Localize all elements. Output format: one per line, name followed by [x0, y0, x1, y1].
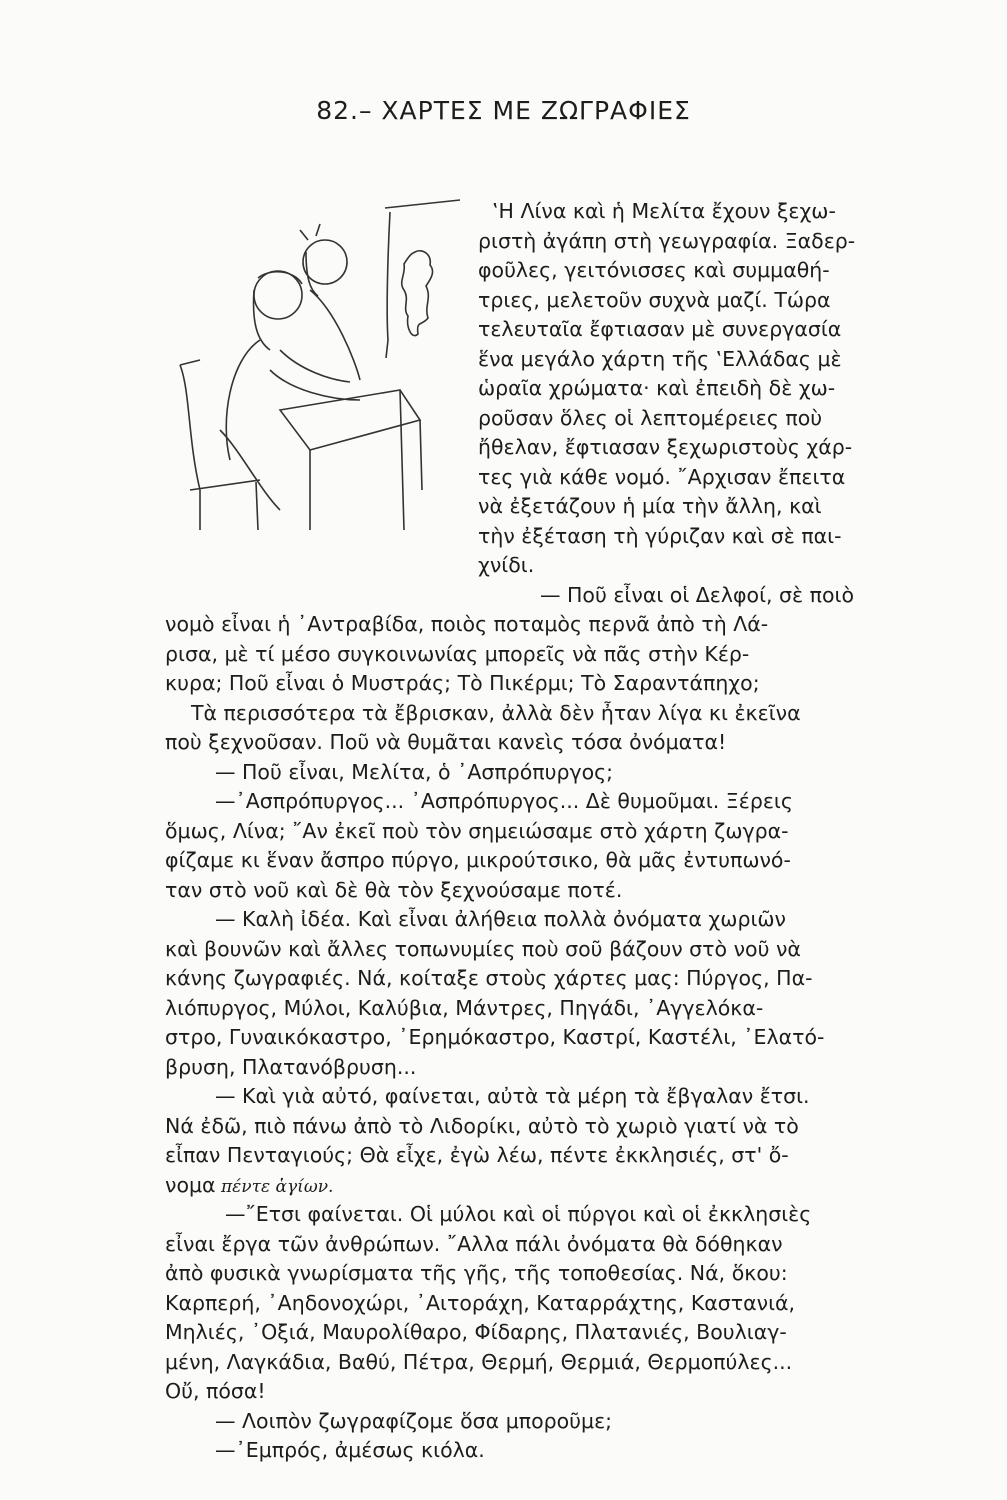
- text-line: τελευταῖα ἔφτιασαν μὲ συνεργασία: [478, 317, 842, 341]
- text-line: Νά ἐδῶ, πιὸ πάνω ἀπὸ τὸ Λιδορίκι, αὐτὸ τὸ χωριὸ γιατί νὰ τὸ: [165, 1113, 799, 1138]
- text-line: στρο, Γυναικόκαστρο, ᾿Ερημόκαστρο, Καστρί, Καστέλι, ᾿Ελατό-: [165, 1025, 825, 1049]
- text-line: βρυση, Πλατανόβρυση...: [165, 1054, 417, 1079]
- text-line: νὰ ἐξετάζουν ἡ μία τὴν ἄλλη, καὶ: [478, 494, 822, 518]
- text-line: — Ποῦ εἶναι οἱ Δελφοί, σὲ ποιὸ: [540, 582, 855, 607]
- text-line: ριστὴ ἀγάπη στὴ γεωγραφία. Ξαδερ-: [478, 228, 856, 253]
- page-title: 82.– ΧΑΡΤΕΣ ΜΕ ΖΩΓΡΑΦΙΕΣ: [316, 96, 691, 125]
- text-line: ὡραῖα χρώματα· καὶ ἐπειδὴ δὲ χω-: [478, 376, 836, 400]
- text-line: Τὰ περισσότερα τὰ ἔβρισκαν, ἀλλὰ δὲν ἦταν λίγα κι ἐκεῖνα: [191, 700, 801, 725]
- text-line: —᾿Ασπρόπυργος... ᾿Ασπρόπυργος... Δὲ θυμοῦμαι. Ξέρεις: [215, 789, 793, 813]
- text-line: ταν στὸ νοῦ καὶ δὲ θὰ τὸν ξεχνούσαμε ποτέ.: [165, 877, 623, 902]
- text-line: καὶ βουνῶν καὶ ἄλλες τοπωνυμίες ποὺ σοῦ βάζουν στὸ νοῦ νὰ: [165, 936, 801, 961]
- text-line: λιόπυργος, Μύλοι, Καλύβια, Μάντρες, Πηγάδι, ᾿Αγγελόκα-: [165, 995, 764, 1020]
- text-line: Καρπερή, ᾿Αηδονοχώρι, ᾿Αιτοράχη, Καταρράχτης, Καστανιά,: [165, 1290, 796, 1315]
- text-line: χνίδι.: [478, 553, 535, 577]
- text-line: φοῦλες, γειτόνισσες καὶ συμμαθή-: [478, 258, 830, 282]
- text-line: μένη, Λαγκάδια, Βαθύ, Πέτρα, Θερμή, Θερμιά, Θερμοπύλες...: [165, 1349, 793, 1374]
- girls-map-illustration: [160, 190, 460, 550]
- text-line: ροῦσαν ὅλες οἱ λεπτομέρειες ποὺ: [478, 405, 823, 430]
- text-line: εἶναι ἔργα τῶν ἀνθρώπων. ῎Αλλα πάλι ὀνόματα θὰ δόθηκαν: [165, 1231, 783, 1256]
- text-line: — Καλὴ ἰδέα. Καὶ εἶναι ἀλήθεια πολλὰ ὀνόματα χωριῶν: [215, 907, 787, 931]
- text-line: ἀπὸ φυσικὰ γνωρίσματα τῆς γῆς, τῆς τοποθεσίας. Νά, ὅκου:: [165, 1261, 788, 1285]
- italic-phrase: πέντε ἁγίων.: [215, 1176, 334, 1197]
- text-line: — Καὶ γιὰ αὐτό, φαίνεται, αὐτὰ τὰ μέρη τὰ ἔβγαλαν ἔτσι.: [215, 1084, 810, 1108]
- text-line: κυρα; Ποῦ εἶναι ὁ Μυστράς; Τὸ Πικέρμι; Τὸ Σαραντάπηχο;: [165, 671, 760, 695]
- text-line: τριες, μελετοῦν συχνὰ μαζί. Τώρα: [478, 287, 831, 312]
- text-line: τες γιὰ κάθε νομό. ῎Αρχισαν ἔπειτα: [478, 464, 846, 489]
- text-line: Οὔ, πόσα!: [165, 1379, 266, 1403]
- text-line: ὅμως, Λίνα; ῎Αν ἐκεῖ ποὺ τὸν σημειώσαμε στὸ χάρτη ζωγρα-: [165, 818, 789, 843]
- text-line: — Ποῦ εἶναι, Μελίτα, ὁ ᾿Ασπρόπυργος;: [215, 759, 614, 784]
- text-line: νομα πέντε ἁγίων.: [165, 1172, 334, 1197]
- text-line: φίζαμε κι ἕναν ἄσπρο πύργο, μικρούτσικο, θὰ μᾶς ἐντυπωνό-: [165, 848, 791, 872]
- text-line: ποὺ ξεχνοῦσαν. Ποῦ νὰ θυμᾶται κανεὶς τόσα ὀνόματα!: [165, 730, 727, 754]
- text-line: —᾿Εμπρός, ἀμέσως κιόλα.: [215, 1438, 485, 1462]
- text-line: ἕνα μεγάλο χάρτη τῆς ‛Ελλάδας μὲ: [478, 346, 842, 371]
- text-line: νομὸ εἶναι ἡ ᾿Αντραβίδα, ποιὸς ποταμὸς περνᾶ ἀπὸ τὴ Λά-: [165, 612, 769, 636]
- text-line: τὴν ἐξέταση τὴ γύριζαν καὶ σὲ παι-: [478, 523, 842, 548]
- text-line: εἶπαν Πενταγιούς; Θὰ εἶχε, ἐγὼ λέω, πέντε ἐκκλησιές, στ' ὄ-: [165, 1143, 789, 1167]
- text-line: ἤθελαν, ἔφτιασαν ξεχωριστοὺς χάρ-: [478, 435, 853, 459]
- text-line: κάνης ζωγραφιές. Νά, κοίταξε στοὺς χάρτες μας: Πύργος, Πα-: [165, 966, 813, 990]
- text-line: —῎Ετσι φαίνεται. Οἱ μύλοι καὶ οἱ πύργοι καὶ οἱ ἐκκλησιὲς: [225, 1202, 812, 1226]
- text-line: ρισα, μὲ τί μέσο συγκοινωνίας μπορεῖς νὰ πᾶς στὴν Κέρ-: [165, 641, 750, 666]
- text-line: Μηλιές, ᾿Οξιά, Μαυρολίθαρο, Φίδαρης, Πλατανιές, Βουλιαγ-: [165, 1320, 787, 1344]
- text-line: — Λοιπὸν ζωγραφίζομε ὅσα μποροῦμε;: [215, 1408, 613, 1433]
- text-line: ‛Η Λίνα καὶ ἡ Μελίτα ἔχουν ξεχω-: [492, 199, 836, 223]
